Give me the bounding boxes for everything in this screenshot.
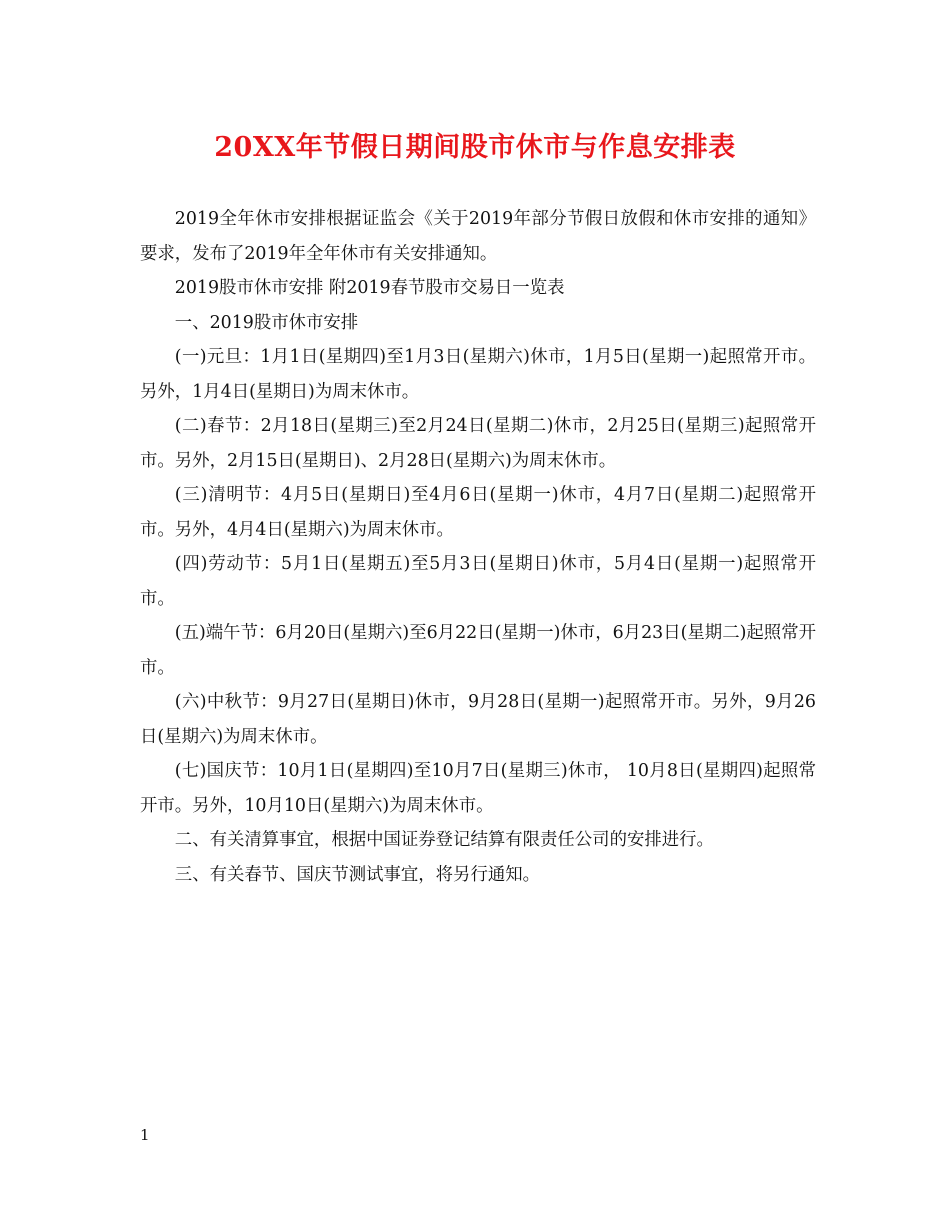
- paragraph-intro: 2019全年休市安排根据证监会《关于2019年部分节假日放假和休市安排的通知》要求，发布了2019年全年休市有关安排通知。: [140, 209, 816, 264]
- section-testing: 三、有关春节、国庆节测试事宜，将另行通知。: [174, 864, 541, 885]
- section-heading-1: 一、2019股市休市安排: [174, 312, 359, 333]
- paragraph-subtitle: 2019股市休市安排 附2019春节股市交易日一览表: [174, 278, 565, 298]
- holiday-item-new-year: (一)元旦：1月1日(星期四)至1月3日(星期六)休市，1月5日(星期一)起照常开市。另外，1月4日(星期日)为周末休市。: [140, 347, 816, 402]
- holiday-item-qingming: (三)清明节：4月5日(星期日)至4月6日(星期一)休市，4月7日(星期二)起照常开市。另外，4月4日(星期六)为周末休市。: [140, 485, 816, 540]
- holiday-item-mid-autumn: (六)中秋节：9月27日(星期日)休市，9月28日(星期一)起照常开市。另外，9月26日(星期六)为周末休市。: [140, 692, 816, 747]
- holiday-item-dragon-boat: (五)端午节：6月20日(星期六)至6月22日(星期一)休市，6月23日(星期二)起照常开市。: [140, 623, 816, 678]
- document-body: [140, 202, 816, 892]
- section-clearing: 二、有关清算事宜，根据中国证券登记结算有限责任公司的安排进行。: [174, 830, 714, 850]
- holiday-item-national-day: (七)国庆节：10月1日(星期四)至10月7日(星期三)休市， 10月8日(星期四)起照常开市。另外，10月10日(星期六)为周末休市。: [140, 761, 816, 816]
- holiday-item-labor-day: (四)劳动节：5月1日(星期五)至5月3日(星期日)休市，5月4日(星期一)起照常开市。: [140, 554, 816, 609]
- page-number: 1: [140, 1126, 150, 1144]
- document-title: 20XX年节假日期间股市休市与作息安排表: [214, 132, 736, 163]
- holiday-item-spring-festival: (二)春节：2月18日(星期三)至2月24日(星期二)休市，2月25日(星期三)起照常开市。另外，2月15日(星期日)、2月28日(星期六)为周末休市。: [140, 416, 816, 471]
